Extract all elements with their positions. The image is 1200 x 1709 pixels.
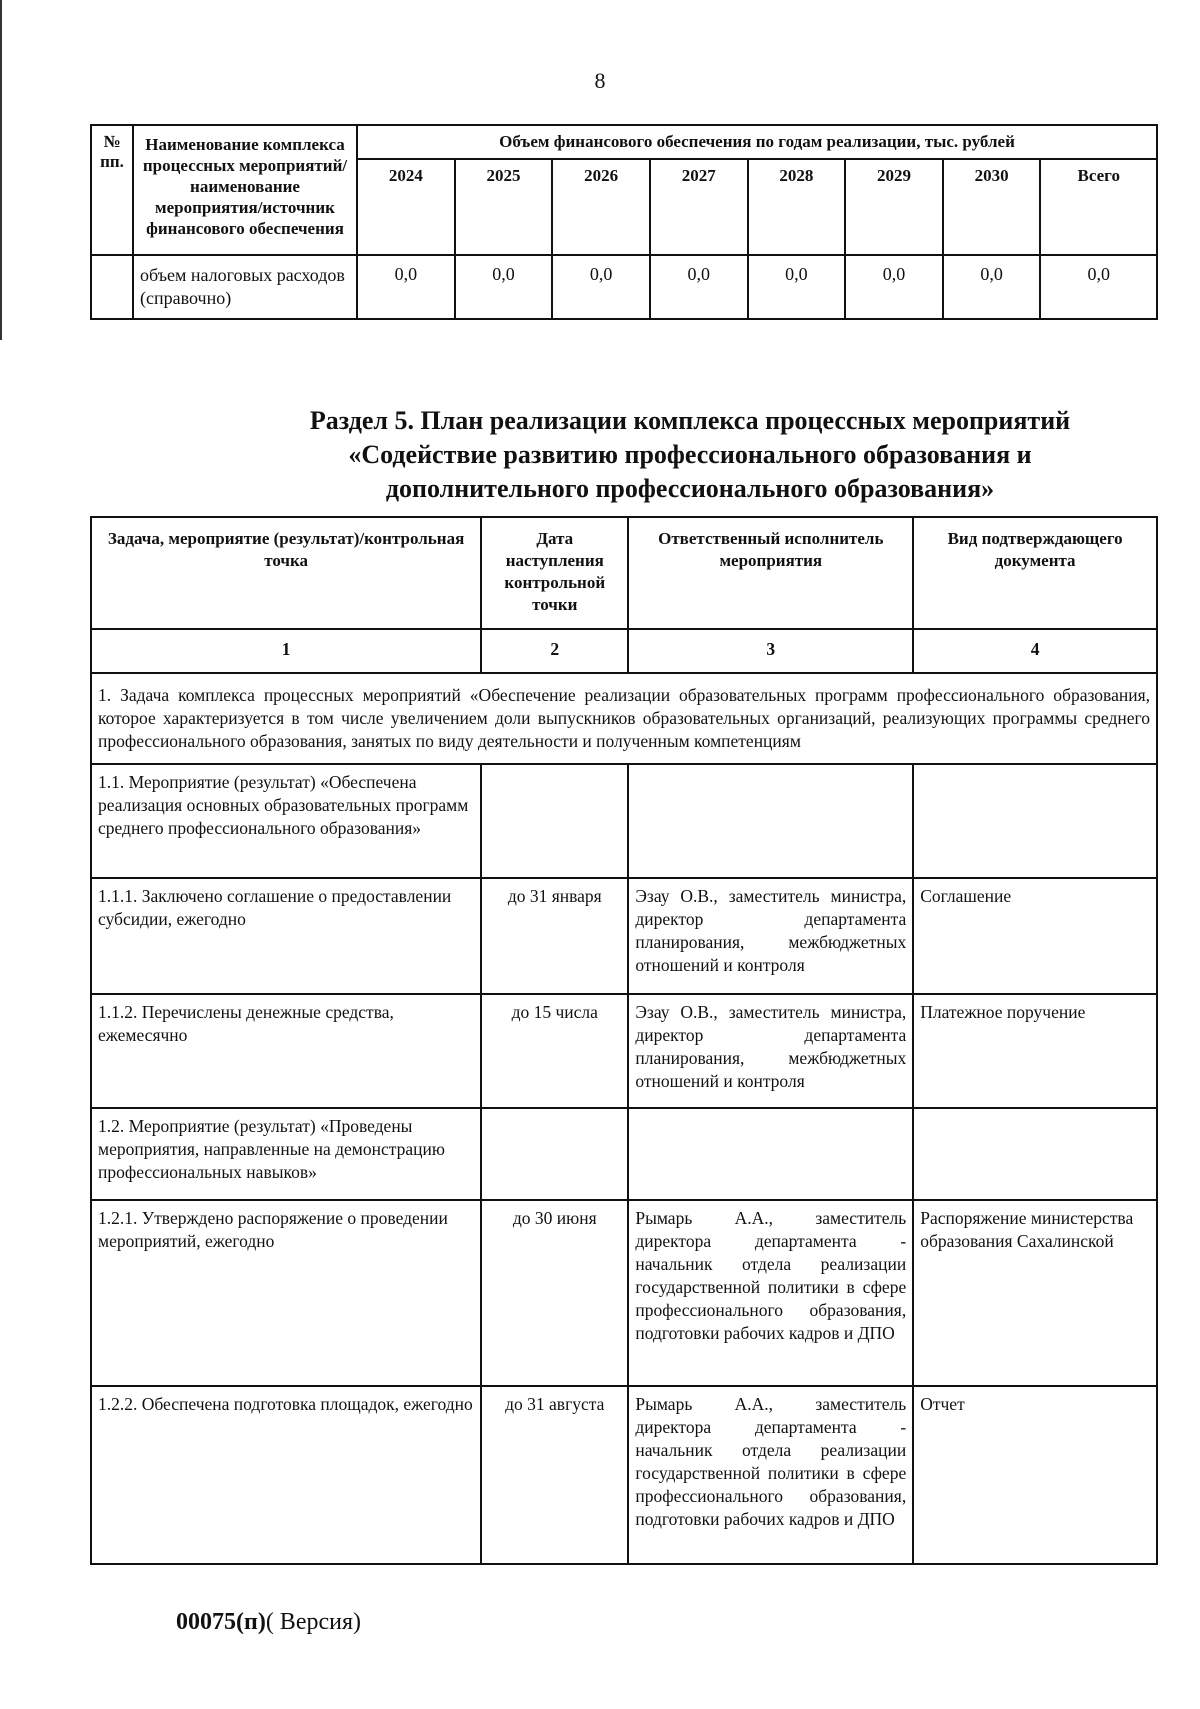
date-cell [481, 764, 628, 878]
plan-table [90, 516, 1158, 1565]
column-numbers-row [91, 629, 1157, 673]
row-value: 0,0 [943, 255, 1041, 319]
year-header: 2025 [455, 159, 553, 255]
document-header: Вид подтверждающего документа [913, 517, 1157, 629]
table-row [91, 878, 1157, 994]
finance-header-row [91, 125, 1157, 159]
table-row [91, 994, 1157, 1108]
executor-cell: Эзау О.В., заместитель министра, директор департамента планирования, межбюджетных отношений и контроля [628, 878, 913, 994]
year-header: 2024 [357, 159, 455, 255]
document-cell: Платежное поручение [913, 994, 1157, 1108]
document-cell [913, 764, 1157, 878]
table-row [91, 1200, 1157, 1386]
section-title-line: «Содействие развитию профессионального образования и [348, 440, 1032, 469]
date-cell: до 31 января [481, 878, 628, 994]
finance-table [90, 124, 1158, 320]
name-header: Наименование комплекса процессных мероприятий/наименование мероприятия/источник финансового обеспечения [133, 125, 357, 255]
item-cell: 1.2.2. Обеспечена подготовка площадок, ежегодно [91, 1386, 481, 1564]
item-cell: 1.2.1. Утверждено распоряжение о проведении мероприятий, ежегодно [91, 1200, 481, 1386]
executor-cell: Эзау О.В., заместитель министра, директор департамента планирования, межбюджетных отношений и контроля [628, 994, 913, 1108]
item-cell: 1.2. Мероприятие (результат) «Проведены мероприятия, направленные на демонстрацию профессиональных навыков» [91, 1108, 481, 1200]
year-header: 2030 [943, 159, 1041, 255]
year-header: 2028 [748, 159, 846, 255]
document-cell: Распоряжение министерства образования Сахалинской [913, 1200, 1157, 1386]
volume-header: Объем финансового обеспечения по годам реализации, тыс. рублей [357, 125, 1157, 159]
date-cell [481, 1108, 628, 1200]
num-header: № пп. [91, 125, 133, 255]
date-cell: до 30 июня [481, 1200, 628, 1386]
table-row [91, 255, 1157, 319]
executor-header: Ответственный исполнитель мероприятия [628, 517, 913, 629]
date-cell: до 31 августа [481, 1386, 628, 1564]
table-row [91, 1386, 1157, 1564]
total-header: Всего [1040, 159, 1157, 255]
row-total: 0,0 [1040, 255, 1157, 319]
document-cell [913, 1108, 1157, 1200]
column-number: 1 [91, 629, 481, 673]
row-value: 0,0 [357, 255, 455, 319]
item-cell: 1.1.2. Перечислены денежные средства, ежемесячно [91, 994, 481, 1108]
document-cell: Отчет [913, 1386, 1157, 1564]
page-number: 8 [594, 68, 606, 93]
date-header: Дата наступления контрольной точки [481, 517, 628, 629]
item-header: Задача, мероприятие (результат)/контрольная точка [91, 517, 481, 629]
item-cell: 1.1. Мероприятие (результат) «Обеспечена реализация основных образовательных программ среднего профессионального образования» [91, 764, 481, 878]
document-footer [176, 1609, 361, 1636]
year-header: 2027 [650, 159, 748, 255]
table-row [91, 764, 1157, 878]
executor-cell [628, 764, 913, 878]
executor-cell [628, 1108, 913, 1200]
row-value: 0,0 [650, 255, 748, 319]
row-value: 0,0 [455, 255, 553, 319]
plan-header-row [91, 517, 1157, 629]
column-number: 3 [628, 629, 913, 673]
section-title-line: дополнительного профессионального образования» [385, 474, 995, 503]
year-header: 2026 [552, 159, 650, 255]
executor-cell: Рымарь А.А., заместитель директора департамента - начальник отдела реализации государственной политики в сфере профессионального образования, подготовки рабочих кадров и ДПО [628, 1200, 913, 1386]
document-cell: Соглашение [913, 878, 1157, 994]
section-title-line: Раздел 5. План реализации комплекса процессных мероприятий [309, 406, 1071, 435]
date-cell: до 15 числа [481, 994, 628, 1108]
row-value: 0,0 [845, 255, 943, 319]
column-number: 2 [481, 629, 628, 673]
column-number: 4 [913, 629, 1157, 673]
document-code: 00075(п) [176, 1609, 266, 1635]
table-row [91, 1108, 1157, 1200]
year-header: 2029 [845, 159, 943, 255]
row-num [91, 255, 133, 319]
row-value: 0,0 [552, 255, 650, 319]
document-version: ( Версия) [265, 1609, 361, 1635]
executor-cell: Рымарь А.А., заместитель директора департамента - начальник отдела реализации государственной политики в сфере профессионального образования, подготовки рабочих кадров и ДПО [628, 1386, 913, 1564]
task-text: 1. Задача комплекса процессных мероприятий «Обеспечение реализации образовательных программ профессионального образования, которое характеризуется в том числе увеличением доли выпускников образовательных организаций, реализующих программы среднего профессионального образования, занятых по виду деятельности и полученным компетенциям [91, 673, 1157, 764]
item-cell: 1.1.1. Заключено соглашение о предоставлении субсидии, ежегодно [91, 878, 481, 994]
task-row [91, 673, 1157, 764]
section-title [240, 404, 1140, 506]
row-value: 0,0 [748, 255, 846, 319]
row-name: объем налоговых расходов (справочно) [133, 255, 357, 319]
scan-edge-mark [0, 0, 8, 340]
